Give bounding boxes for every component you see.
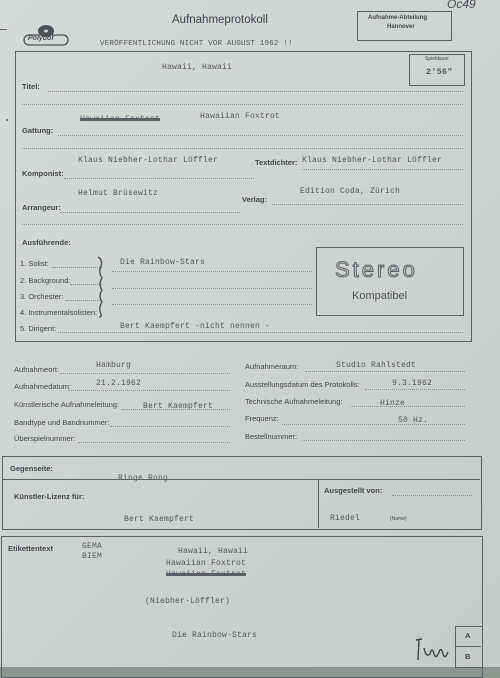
gegenseite-label: Gegenseite: xyxy=(10,464,53,473)
frequenz-value: 50 Hz. xyxy=(398,416,429,425)
kuenstlerisch-value: Bert Kaempfert xyxy=(143,402,214,411)
ort-value: Hamburg xyxy=(96,361,132,370)
titel-label: Titel: xyxy=(22,82,40,91)
stamp-stereo-text: Stereo xyxy=(335,257,418,282)
role-dirigent-label: 5. Dirigent: xyxy=(20,324,57,333)
duration-label: Spieldauer xyxy=(425,56,449,62)
side-b: B xyxy=(465,652,471,661)
role-solist-label: 1. Solist: xyxy=(20,259,49,268)
komponist-label: Komponist: xyxy=(22,169,64,178)
titel-value: Hawaii, Hawaii xyxy=(162,63,233,72)
corner-number: Oc49 xyxy=(447,0,476,11)
polydor-logo xyxy=(22,24,70,46)
bandtype-label: Bandtype und Bandnummer: xyxy=(14,418,110,427)
verlag-value: Edition Coda, Zürich xyxy=(300,187,401,196)
raum-value: Studio Rahlstedt xyxy=(336,361,417,370)
dirigent-value: Bert Kaempfert -nicht nennen - xyxy=(120,322,271,331)
lizenz-label: Künstler-Lizenz für: xyxy=(14,492,85,501)
side-a: A xyxy=(465,631,471,640)
komponist-value: Klaus Niebher-Lothar Löffler xyxy=(78,156,219,165)
datum-value: 21.2.1962 xyxy=(96,379,142,388)
verlag-label: Verlag: xyxy=(242,195,268,204)
margin-dash xyxy=(0,29,7,30)
textdichter-value: Klaus Niebher-Lothar Löffler xyxy=(302,156,443,165)
etikett-section xyxy=(1,536,483,678)
ausstellung-value: 9.3.1962 xyxy=(392,379,433,388)
etikett-label: Etikettentext xyxy=(8,544,54,553)
page-title: Aufnahmeprotokoll xyxy=(172,14,268,26)
frequenz-label: Frequenz: xyxy=(245,414,279,423)
performer-value: Die Rainbow-Stars xyxy=(120,258,206,267)
stamp-kompatibel-text: Kompatibel xyxy=(352,290,408,302)
department-line-2: Hannover xyxy=(387,24,415,30)
kuenstlerisch-label: Künstlerische Aufnahmeleitung: xyxy=(14,400,120,409)
textdichter-label: Textdichter: xyxy=(255,158,298,167)
arrangeur-value: Helmut Brüsewitz xyxy=(78,189,159,198)
ausgestellt-label: Ausgestellt von: xyxy=(324,486,383,495)
gattung-label: Gattung: xyxy=(22,126,54,135)
ausgestellt-value: Riedel xyxy=(330,514,361,523)
etikett-code-gema: GEMA xyxy=(82,542,103,551)
ort-label: Aufnahmeort: xyxy=(14,365,60,374)
duration-value: 2'56" xyxy=(426,67,453,77)
logo-text: Polydor xyxy=(28,35,55,42)
gattung-struck-text: Hawaiian Foxtrot xyxy=(80,115,161,124)
bestell-label: Bestellnummer: xyxy=(245,432,298,441)
ueberspiel-label: Überspielnummer: xyxy=(14,434,76,443)
role-instrumentalsolisten-label: 4. Instrumentalsolisten: xyxy=(20,308,98,317)
etikett-line-2: Hawaiian Foxtrot xyxy=(166,559,247,568)
handwritten-initials xyxy=(412,634,452,664)
technisch-value: Hinze xyxy=(380,399,406,408)
etikett-line-1: Hawaii, Hawaii xyxy=(178,547,249,556)
arrangeur-label: Arrangeur: xyxy=(22,203,61,212)
lizenz-value: Bert Kaempfert xyxy=(124,515,195,524)
release-note: VERÖFFENTLICHUNG NICHT VOR AUGUST 1962 !! xyxy=(100,40,293,48)
datum-label: Aufnahmedatum: xyxy=(14,382,72,391)
etikett-line-5: Die Rainbow-Stars xyxy=(172,631,258,640)
role-orchester-label: 3. Orchester: xyxy=(20,292,64,301)
ausfuehrende-label: Ausführende: xyxy=(22,238,71,247)
margin-dot xyxy=(6,119,8,121)
performer-brace xyxy=(95,256,105,318)
technisch-label: Technische Aufnahmeleitung: xyxy=(245,397,343,406)
etikett-code-biem: BIEM xyxy=(82,552,103,561)
etikett-line-3-struck: Hawaiian Foxtrot xyxy=(166,570,247,579)
gattung-value: Hawaiian Foxtrot xyxy=(200,112,281,121)
department-line-1: Aufnahme-Abteilung xyxy=(368,15,427,21)
gegenseite-value: Ringe Rong xyxy=(118,474,169,483)
name-label: (Name) xyxy=(390,516,407,522)
etikett-line-4: (Niebher-Löffler) xyxy=(145,597,231,606)
role-background-label: 2. Background: xyxy=(20,276,71,285)
raum-label: Aufnahmeraum: xyxy=(245,362,299,371)
ausstellung-label: Ausstellungsdatum des Protokolls: xyxy=(245,380,360,389)
